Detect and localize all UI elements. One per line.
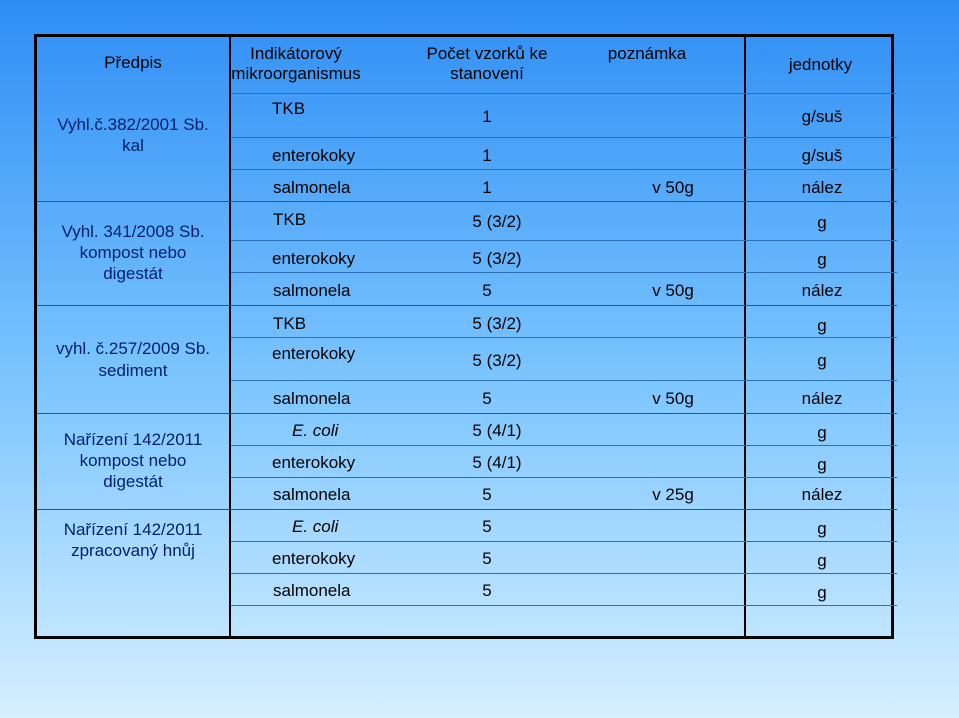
count-cell: 5 [482, 517, 492, 536]
organism-cell: salmonela [273, 281, 351, 300]
header-poznamka: poznámka [607, 44, 687, 63]
unit-cell: g [817, 455, 827, 474]
row-divider [231, 240, 897, 241]
organism-cell: TKB [273, 314, 307, 333]
unit-cell: g [817, 351, 827, 370]
count-cell: 5 (4/1) [472, 453, 522, 472]
organism-cell: E. coli [292, 421, 339, 440]
organism-cell: enterokoky [272, 344, 356, 363]
organism-cell: enterokoky [272, 453, 356, 472]
regulation-2-line3: digestát [103, 264, 163, 283]
unit-cell: g [817, 551, 827, 570]
row-divider [231, 541, 897, 542]
row-divider [231, 573, 897, 574]
organism-cell: TKB [273, 210, 307, 229]
unit-cell: nález [801, 178, 843, 197]
organism-cell: enterokoky [272, 549, 356, 568]
organism-cell: E. coli [292, 517, 339, 536]
regulation-1-line2: kal [122, 136, 144, 155]
row-divider [231, 137, 897, 138]
count-cell: 5 [482, 581, 492, 600]
unit-cell: g [817, 250, 827, 269]
row-divider [231, 337, 897, 338]
count-cell: 5 (3/2) [472, 212, 522, 231]
unit-cell: nález [801, 281, 843, 300]
count-cell: 1 [482, 146, 492, 165]
row-divider [231, 380, 897, 381]
note-cell: v 50g [652, 281, 694, 300]
header-jednotky: jednotky [788, 55, 853, 74]
unit-cell: g/suš [801, 107, 843, 126]
row-divider [37, 201, 897, 202]
count-cell: 5 [482, 281, 492, 300]
regulation-4-line2: kompost nebo [79, 451, 187, 470]
row-divider [231, 445, 897, 446]
regulation-5-line2: zpracovaný hnůj [71, 541, 195, 560]
organism-cell: salmonela [273, 178, 351, 197]
unit-cell: g/suš [801, 146, 843, 165]
header-predpis: Předpis [104, 53, 162, 72]
count-cell: 1 [482, 107, 492, 126]
header-pocet-line1: Počet vzorků ke [426, 44, 548, 63]
unit-cell: g [817, 583, 827, 602]
unit-cell: g [817, 213, 827, 232]
organism-cell: salmonela [273, 485, 351, 504]
row-divider [37, 413, 897, 414]
row-divider [231, 169, 897, 170]
count-cell: 5 [482, 389, 492, 408]
count-cell: 5 (4/1) [472, 421, 522, 440]
unit-cell: g [817, 519, 827, 538]
count-cell: 5 (3/2) [472, 314, 522, 333]
header-indikator-line1: Indikátorový [250, 44, 342, 63]
row-divider [231, 93, 897, 94]
note-cell: v 50g [652, 389, 694, 408]
count-cell: 5 [482, 549, 492, 568]
regulation-1-line1: Vyhl.č.382/2001 Sb. [57, 115, 209, 134]
unit-cell: nález [801, 485, 843, 504]
note-cell: v 25g [652, 485, 694, 504]
unit-cell: g [817, 423, 827, 442]
note-cell: v 50g [652, 178, 694, 197]
row-divider [231, 272, 897, 273]
regulation-table [34, 34, 894, 639]
organism-cell: TKB [272, 99, 306, 118]
unit-cell: g [817, 316, 827, 335]
organism-cell: enterokoky [272, 249, 356, 268]
unit-cell: nález [801, 389, 843, 408]
count-cell: 5 [482, 485, 492, 504]
organism-cell: salmonela [273, 389, 351, 408]
row-divider [231, 477, 897, 478]
organism-cell: salmonela [273, 581, 351, 600]
regulation-4-line1: Nařízení 142/2011 [63, 430, 203, 449]
regulation-4-line3: digestát [103, 472, 163, 491]
count-cell: 1 [482, 178, 492, 197]
regulation-2-line1: Vyhl. 341/2008 Sb. [61, 222, 205, 241]
count-cell: 5 (3/2) [472, 351, 522, 370]
header-indikator-line2: mikroorganismus [231, 64, 361, 83]
regulation-5-line1: Nařízení 142/2011 [63, 520, 203, 539]
count-cell: 5 (3/2) [472, 249, 522, 268]
organism-cell: enterokoky [272, 146, 356, 165]
row-divider [231, 605, 897, 606]
regulation-2-line2: kompost nebo [79, 243, 187, 262]
regulation-3-line1: vyhl. č.257/2009 Sb. [55, 339, 211, 358]
row-divider [37, 305, 897, 306]
header-pocet-line2: stanovení [450, 64, 524, 83]
row-divider [37, 509, 897, 510]
regulation-3-line2: sediment [98, 361, 168, 380]
